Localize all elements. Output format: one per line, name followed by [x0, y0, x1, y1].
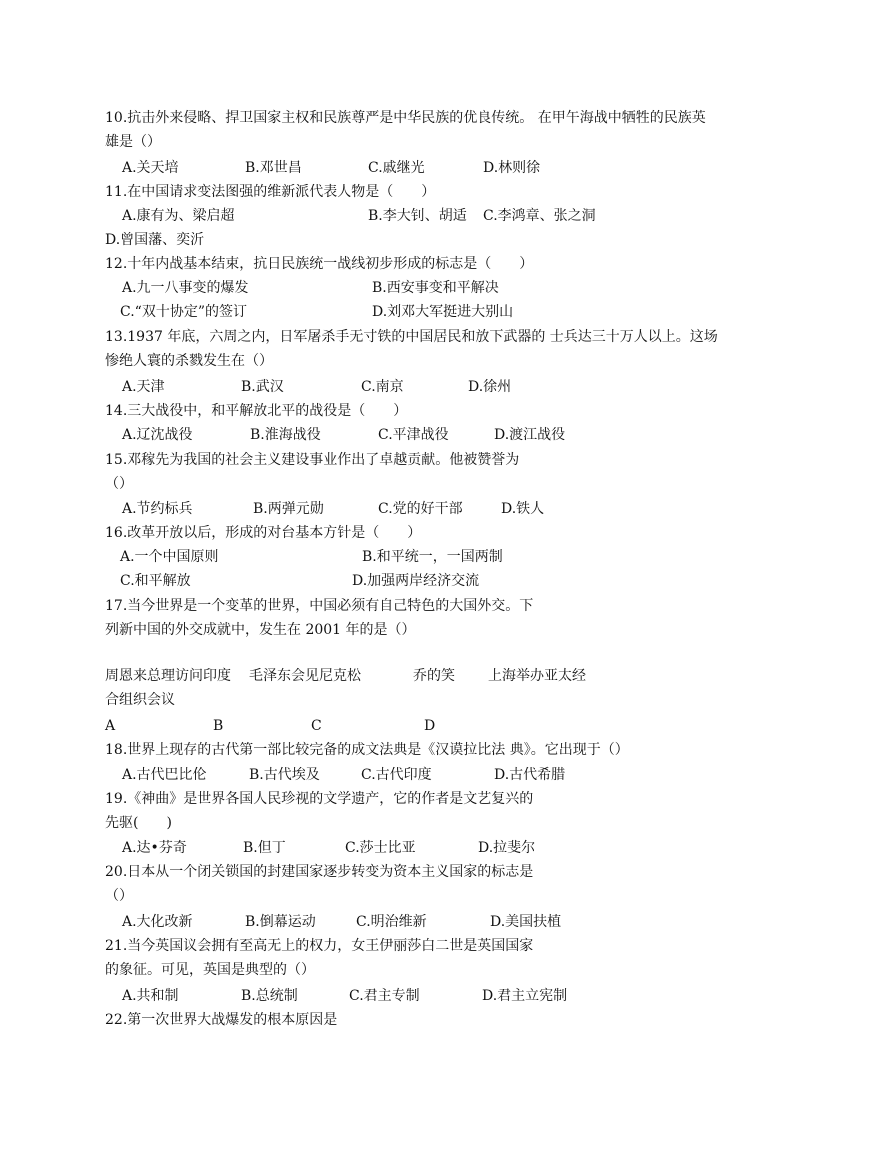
q13-option-c: C.南京 [361, 379, 404, 395]
q16-option-c: C.和平解放 [120, 573, 191, 589]
q14-stem: 14.三大战役中，和平解放北平的战役是（ ） [105, 403, 408, 419]
q11-option-a: A.康有为、梁启超 [122, 208, 235, 224]
q13-option-d: D.徐州 [468, 379, 512, 395]
q19-stem-line2: 先驱( ) [105, 815, 172, 831]
q18-option-d: D.古代希腊 [494, 767, 566, 783]
q10-option-a: A.关天培 [122, 160, 179, 176]
q12-option-a: A.九一八事变的爆发 [122, 280, 249, 296]
q15-option-c: C.党的好干部 [378, 501, 463, 517]
q16-stem: 16.改革开放以后，形成的对台基本方针是（ ） [105, 525, 422, 541]
q16-option-a: A.一个中国原则 [120, 549, 219, 565]
q10-stem-line2: 雄是（） [105, 134, 161, 150]
q10-option-b: B.邓世昌 [245, 160, 302, 176]
q15-option-b: B.两弹元勋 [253, 501, 324, 517]
q21-option-a: A.共和制 [122, 988, 179, 1004]
q12-option-b: B.西安事变和平解决 [372, 280, 499, 296]
q16-option-b: B.和平统一，一国两制 [362, 549, 503, 565]
q17-stem-line2: 列新中国的外交成就中，发生在 2001 年的是（） [105, 622, 416, 638]
q20-option-c: C.明治维新 [356, 914, 427, 930]
q20-option-d: D.美国扶植 [490, 914, 562, 930]
q21-option-c: C.君主专制 [349, 988, 420, 1004]
q21-stem-line2: 的象征。可见，英国是典型的（） [105, 962, 315, 978]
q22-stem: 22.第一次世界大战爆发的根本原因是 [105, 1012, 338, 1028]
q17-caption-d: 上海举办亚太经 [488, 668, 586, 684]
q20-option-b: B.倒幕运动 [245, 914, 316, 930]
q19-option-a: A.达•芬奇 [122, 840, 187, 856]
q12-option-c: C.“双十协定”的签订 [120, 304, 247, 320]
q18-option-a: A.古代巴比伦 [122, 767, 207, 783]
q15-stem-line2: （） [105, 476, 133, 492]
q15-option-d: D.铁人 [501, 501, 545, 517]
q18-stem: 18.世界上现存的古代第一部比较完备的成文法典是《汉谟拉比法 典》。它出现于（） [105, 742, 629, 758]
q13-option-a: A.天津 [122, 379, 165, 395]
q20-option-a: A.大化改新 [122, 914, 193, 930]
q19-stem-line1: 19.《神曲》是世界各国人民珍视的文学遗产，它的作者是文艺复兴的 [105, 791, 534, 807]
q19-option-b: B.但丁 [243, 840, 286, 856]
q17-caption-c: 乔的笑 [413, 668, 455, 684]
q17-stem-line1: 17.当今世界是一个变革的世界，中国必须有自己特色的大国外交。下 [105, 598, 534, 614]
q17-letter-a: A [105, 718, 116, 734]
q18-option-c: C.古代印度 [361, 767, 432, 783]
q17-letter-b: B [213, 718, 224, 734]
q16-option-d: D.加强两岸经济交流 [352, 573, 480, 589]
q11-option-c: C.李鸿章、张之洞 [483, 208, 596, 224]
q17-caption-d-cont: 合组织会议 [105, 692, 175, 708]
q17-letter-c: C [311, 718, 322, 734]
q15-stem-line1: 15.邓稼先为我国的社会主义建设事业作出了卓越贡献。他被赞誉为 [105, 452, 520, 468]
q13-stem-line2: 惨绝人寰的杀戮发生在（） [105, 353, 273, 369]
q12-option-d: D.刘邓大军挺进大别山 [372, 304, 514, 320]
q14-option-a: A.辽沈战役 [122, 427, 193, 443]
q14-option-d: D.渡江战役 [494, 427, 566, 443]
q10-option-d: D.林则徐 [483, 160, 541, 176]
q12-stem: 12.十年内战基本结束，抗日民族统一战线初步形成的标志是（ ） [105, 256, 534, 272]
q13-option-b: B.武汉 [241, 379, 284, 395]
q14-option-b: B.淮海战役 [250, 427, 321, 443]
q17-caption-b: 毛泽东会见尼克松 [249, 668, 361, 684]
q11-option-d: D.曾国藩、奕沂 [105, 232, 205, 248]
q10-stem-line1: 10.抗击外来侵略、捍卫国家主权和民族尊严是中华民族的优良传统。 在甲午海战中牺牲的民族英 [105, 110, 706, 126]
q11-option-b: B.李大钊、胡适 [368, 208, 467, 224]
q21-option-d: D.君主立宪制 [482, 988, 568, 1004]
q11-stem: 11.在中国请求变法图强的维新派代表人物是（ ） [105, 184, 436, 200]
q15-option-a: A.节约标兵 [122, 501, 193, 517]
q10-option-c: C.戚继光 [368, 160, 425, 176]
q13-stem-line1: 13.1937 年底，六周之内，日军屠杀手无寸铁的中国居民和放下武器的 士兵达三十万人以上。这场 [105, 329, 718, 345]
q19-option-c: C.莎士比亚 [345, 840, 416, 856]
q20-stem-line2: （） [105, 888, 133, 904]
q19-option-d: D.拉斐尔 [478, 840, 536, 856]
q21-stem-line1: 21.当今英国议会拥有至高无上的权力，女王伊丽莎白二世是英国国家 [105, 938, 534, 954]
q17-caption-a: 周恩来总理访问印度 [105, 668, 231, 684]
q21-option-b: B.总统制 [241, 988, 298, 1004]
q17-letter-d: D [424, 718, 436, 734]
q14-option-c: C.平津战役 [378, 427, 449, 443]
q18-option-b: B.古代埃及 [249, 767, 320, 783]
q20-stem-line1: 20.日本从一个闭关锁国的封建国家逐步转变为资本主义国家的标志是 [105, 864, 534, 880]
